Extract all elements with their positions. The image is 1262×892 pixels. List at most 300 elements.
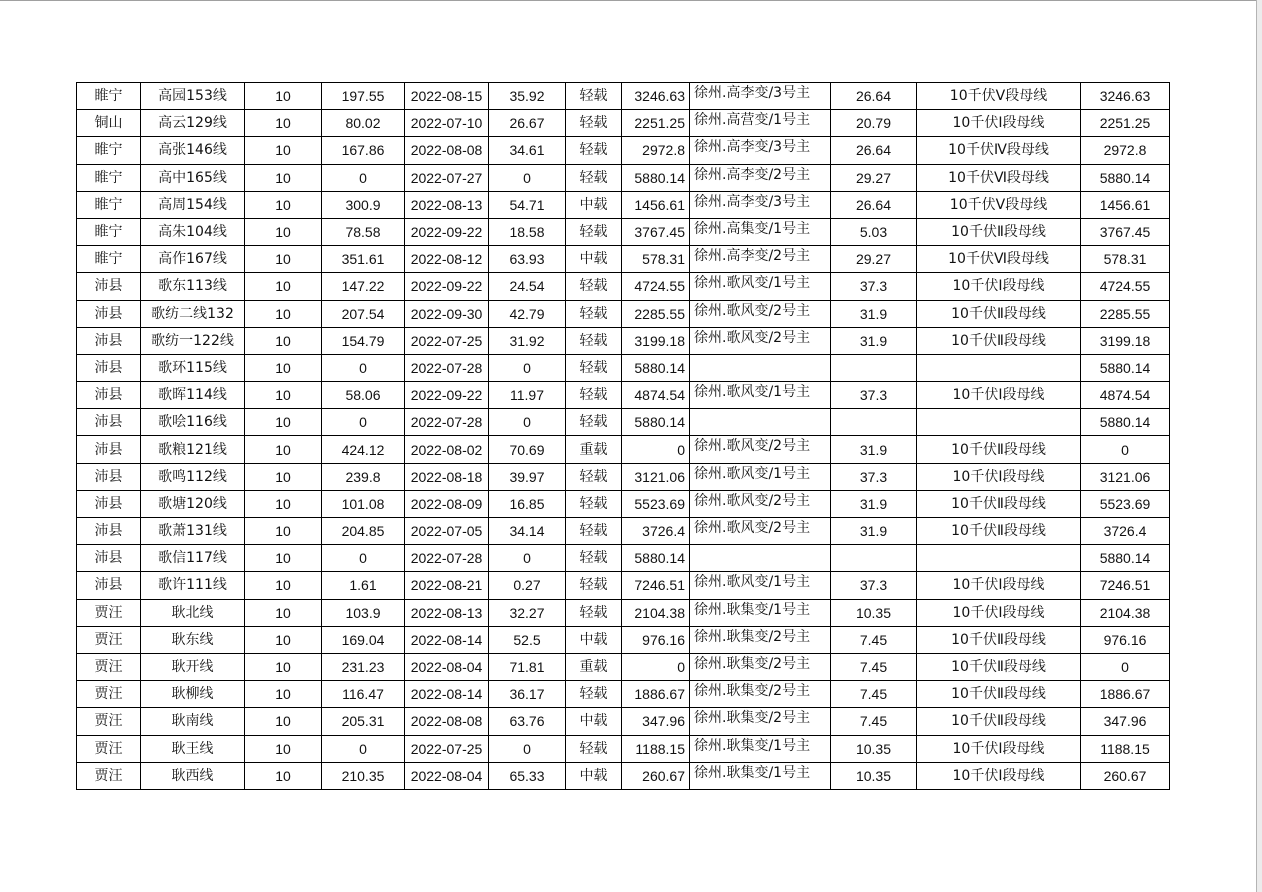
voltage-cell: 10 [245,653,322,680]
transformer-cell: 徐州.耿集变/1号主 [690,735,831,762]
line-name-cell: 歌哙116线 [141,409,245,436]
load-cell: 231.23 [322,653,405,680]
available-cell: 2972.8 [1081,137,1170,164]
voltage-cell: 10 [245,300,322,327]
table-row [77,191,1170,218]
table-row [77,137,1170,164]
area-cell: 贾汪 [77,708,141,735]
table-row [77,626,1170,653]
capacity-cell: 26.64 [831,137,917,164]
transformer-cell: 徐州.歌风变/2号主 [690,490,831,517]
transformer-cell: 徐州.歌风变/1号主 [690,572,831,599]
date-cell: 2022-07-28 [405,545,489,572]
margin-cell: 2251.25 [622,110,690,137]
busbar-cell: 10千伏Ⅱ段母线 [917,518,1081,545]
load-cell: 147.22 [322,273,405,300]
load-rate-cell: 0 [489,409,566,436]
load-cell: 239.8 [322,463,405,490]
line-name-cell: 耿西线 [141,762,245,789]
table-row [77,164,1170,191]
area-cell: 睢宁 [77,191,141,218]
voltage-cell: 10 [245,572,322,599]
transformer-cell [690,409,831,436]
transformer-cell: 徐州.歌风变/2号主 [690,436,831,463]
margin-cell: 5880.14 [622,164,690,191]
capacity-cell: 7.45 [831,626,917,653]
area-cell: 沛县 [77,354,141,381]
busbar-cell: 10千伏Ⅱ段母线 [917,218,1081,245]
voltage-cell: 10 [245,137,322,164]
page-right-edge [1256,0,1257,892]
transformer-cell: 徐州.耿集变/1号主 [690,762,831,789]
capacity-cell: 7.45 [831,653,917,680]
capacity-cell: 31.9 [831,518,917,545]
busbar-cell: 10千伏Ⅰ段母线 [917,273,1081,300]
capacity-cell: 10.35 [831,735,917,762]
margin-cell: 5880.14 [622,354,690,381]
transformer-cell: 徐州.高营变/1号主 [690,110,831,137]
line-name-cell: 歌鸣112线 [141,463,245,490]
load-cell: 103.9 [322,599,405,626]
available-cell: 0 [1081,436,1170,463]
load-rate-cell: 36.17 [489,681,566,708]
table-row [77,681,1170,708]
load-rate-cell: 0.27 [489,572,566,599]
status-cell: 中载 [566,762,622,789]
capacity-cell: 31.9 [831,327,917,354]
area-cell: 铜山 [77,110,141,137]
status-cell: 轻载 [566,164,622,191]
area-cell: 沛县 [77,545,141,572]
capacity-cell: 31.9 [831,436,917,463]
status-cell: 轻载 [566,463,622,490]
available-cell: 5880.14 [1081,409,1170,436]
status-cell: 轻载 [566,382,622,409]
busbar-cell: 10千伏Ⅰ段母线 [917,735,1081,762]
date-cell: 2022-09-22 [405,382,489,409]
status-cell: 中载 [566,708,622,735]
load-cell: 154.79 [322,327,405,354]
load-rate-cell: 16.85 [489,490,566,517]
line-name-cell: 歌纺二线132 [141,300,245,327]
date-cell: 2022-09-22 [405,273,489,300]
available-cell: 578.31 [1081,246,1170,273]
margin-cell: 578.31 [622,246,690,273]
line-name-cell: 高园153线 [141,83,245,110]
available-cell: 0 [1081,653,1170,680]
load-rate-cell: 32.27 [489,599,566,626]
voltage-cell: 10 [245,191,322,218]
busbar-cell: 10千伏Ⅰ段母线 [917,382,1081,409]
voltage-cell: 10 [245,164,322,191]
available-cell: 347.96 [1081,708,1170,735]
voltage-cell: 10 [245,708,322,735]
table-row [77,327,1170,354]
date-cell: 2022-07-10 [405,110,489,137]
table-row [77,708,1170,735]
load-rate-cell: 26.67 [489,110,566,137]
load-cell: 101.08 [322,490,405,517]
margin-cell: 3767.45 [622,218,690,245]
busbar-cell: 10千伏Ⅰ段母线 [917,110,1081,137]
area-cell: 睢宁 [77,137,141,164]
page-right-shadow [1257,0,1262,892]
busbar-cell: 10千伏Ⅱ段母线 [917,626,1081,653]
table-row [77,735,1170,762]
load-cell: 204.85 [322,518,405,545]
date-cell: 2022-07-05 [405,518,489,545]
margin-cell: 3121.06 [622,463,690,490]
capacity-cell [831,354,917,381]
load-cell: 80.02 [322,110,405,137]
status-cell: 中载 [566,191,622,218]
margin-cell: 7246.51 [622,572,690,599]
status-cell: 轻载 [566,83,622,110]
area-cell: 沛县 [77,463,141,490]
voltage-cell: 10 [245,382,322,409]
load-rate-cell: 34.14 [489,518,566,545]
area-cell: 沛县 [77,490,141,517]
load-rate-cell: 0 [489,735,566,762]
date-cell: 2022-08-02 [405,436,489,463]
capacity-cell: 29.27 [831,164,917,191]
line-name-cell: 歌萧131线 [141,518,245,545]
status-cell: 重载 [566,436,622,463]
voltage-cell: 10 [245,681,322,708]
load-cell: 205.31 [322,708,405,735]
margin-cell: 347.96 [622,708,690,735]
capacity-cell [831,545,917,572]
busbar-cell: 10千伏Ⅴ段母线 [917,191,1081,218]
transformer-cell: 徐州.高李变/3号主 [690,83,831,110]
table-row [77,83,1170,110]
transformer-cell: 徐州.耿集变/1号主 [690,599,831,626]
transformer-cell: 徐州.歌风变/1号主 [690,463,831,490]
area-cell: 沛县 [77,327,141,354]
date-cell: 2022-08-14 [405,626,489,653]
margin-cell: 1456.61 [622,191,690,218]
busbar-cell: 10千伏Ⅵ段母线 [917,246,1081,273]
load-cell: 197.55 [322,83,405,110]
voltage-cell: 10 [245,83,322,110]
transformer-cell: 徐州.耿集变/2号主 [690,681,831,708]
load-rate-cell: 18.58 [489,218,566,245]
line-name-cell: 耿王线 [141,735,245,762]
status-cell: 轻载 [566,681,622,708]
transformer-cell: 徐州.耿集变/2号主 [690,626,831,653]
voltage-cell: 10 [245,599,322,626]
date-cell: 2022-08-21 [405,572,489,599]
busbar-cell: 10千伏Ⅴ段母线 [917,83,1081,110]
available-cell: 3199.18 [1081,327,1170,354]
load-cell: 210.35 [322,762,405,789]
voltage-cell: 10 [245,409,322,436]
busbar-cell [917,409,1081,436]
available-cell: 2251.25 [1081,110,1170,137]
status-cell: 轻载 [566,545,622,572]
transformer-cell: 徐州.耿集变/2号主 [690,708,831,735]
load-cell: 0 [322,545,405,572]
line-name-cell: 高周154线 [141,191,245,218]
status-cell: 轻载 [566,273,622,300]
table-body [77,83,1170,790]
load-cell: 0 [322,354,405,381]
available-cell: 3246.63 [1081,83,1170,110]
margin-cell: 3199.18 [622,327,690,354]
load-rate-cell: 0 [489,354,566,381]
busbar-cell: 10千伏Ⅱ段母线 [917,327,1081,354]
date-cell: 2022-08-13 [405,599,489,626]
table-row [77,382,1170,409]
margin-cell: 1886.67 [622,681,690,708]
load-rate-cell: 39.97 [489,463,566,490]
table-row [77,273,1170,300]
line-name-cell: 歌晖114线 [141,382,245,409]
margin-cell: 2972.8 [622,137,690,164]
transformer-cell: 徐州.歌风变/1号主 [690,382,831,409]
load-rate-cell: 24.54 [489,273,566,300]
available-cell: 1456.61 [1081,191,1170,218]
line-name-cell: 耿柳线 [141,681,245,708]
date-cell: 2022-08-08 [405,708,489,735]
area-cell: 睢宁 [77,83,141,110]
transformer-cell [690,354,831,381]
capacity-cell: 37.3 [831,463,917,490]
available-cell: 5523.69 [1081,490,1170,517]
transformer-cell: 徐州.歌风变/2号主 [690,518,831,545]
line-name-cell: 耿北线 [141,599,245,626]
capacity-cell: 5.03 [831,218,917,245]
line-name-cell: 耿南线 [141,708,245,735]
capacity-cell: 26.64 [831,191,917,218]
margin-cell: 5880.14 [622,409,690,436]
load-cell: 351.61 [322,246,405,273]
area-cell: 沛县 [77,273,141,300]
area-cell: 贾汪 [77,653,141,680]
status-cell: 重载 [566,653,622,680]
voltage-cell: 10 [245,735,322,762]
line-name-cell: 耿东线 [141,626,245,653]
margin-cell: 0 [622,653,690,680]
date-cell: 2022-08-13 [405,191,489,218]
table-row [77,436,1170,463]
load-cell: 169.04 [322,626,405,653]
busbar-cell: 10千伏Ⅱ段母线 [917,708,1081,735]
load-cell: 424.12 [322,436,405,463]
load-rate-cell: 42.79 [489,300,566,327]
status-cell: 中载 [566,626,622,653]
line-name-cell: 歌许111线 [141,572,245,599]
load-cell: 0 [322,735,405,762]
margin-cell: 260.67 [622,762,690,789]
date-cell: 2022-09-30 [405,300,489,327]
margin-cell: 4724.55 [622,273,690,300]
table-row [77,653,1170,680]
date-cell: 2022-08-18 [405,463,489,490]
table-row [77,572,1170,599]
line-name-cell: 歌环115线 [141,354,245,381]
load-rate-cell: 34.61 [489,137,566,164]
date-cell: 2022-09-22 [405,218,489,245]
transformer-cell: 徐州.歌风变/2号主 [690,300,831,327]
voltage-cell: 10 [245,246,322,273]
area-cell: 沛县 [77,382,141,409]
status-cell: 轻载 [566,137,622,164]
voltage-cell: 10 [245,762,322,789]
available-cell: 4874.54 [1081,382,1170,409]
transformer-cell: 徐州.歌风变/1号主 [690,273,831,300]
margin-cell: 1188.15 [622,735,690,762]
capacity-cell: 20.79 [831,110,917,137]
line-name-cell: 歌信117线 [141,545,245,572]
voltage-cell: 10 [245,354,322,381]
capacity-cell [831,409,917,436]
load-rate-cell: 52.5 [489,626,566,653]
area-cell: 贾汪 [77,735,141,762]
load-rate-cell: 54.71 [489,191,566,218]
table-row [77,545,1170,572]
date-cell: 2022-08-12 [405,246,489,273]
margin-cell: 2104.38 [622,599,690,626]
table-row [77,518,1170,545]
area-cell: 沛县 [77,300,141,327]
status-cell: 轻载 [566,354,622,381]
status-cell: 轻载 [566,110,622,137]
busbar-cell: 10千伏Ⅰ段母线 [917,599,1081,626]
status-cell: 轻载 [566,409,622,436]
margin-cell: 5880.14 [622,545,690,572]
capacity-cell: 37.3 [831,382,917,409]
load-cell: 0 [322,164,405,191]
date-cell: 2022-08-04 [405,653,489,680]
load-cell: 207.54 [322,300,405,327]
area-cell: 沛县 [77,518,141,545]
status-cell: 轻载 [566,327,622,354]
margin-cell: 2285.55 [622,300,690,327]
area-cell: 睢宁 [77,164,141,191]
busbar-cell: 10千伏Ⅱ段母线 [917,490,1081,517]
transformer-cell: 徐州.高李变/2号主 [690,164,831,191]
transformer-cell: 徐州.高李变/3号主 [690,137,831,164]
line-name-cell: 歌粮121线 [141,436,245,463]
area-cell: 睢宁 [77,218,141,245]
transformer-cell: 徐州.歌风变/2号主 [690,327,831,354]
available-cell: 2104.38 [1081,599,1170,626]
load-rate-cell: 0 [489,164,566,191]
area-cell: 贾汪 [77,599,141,626]
voltage-cell: 10 [245,110,322,137]
table-row [77,110,1170,137]
load-cell: 167.86 [322,137,405,164]
load-rate-cell: 11.97 [489,382,566,409]
date-cell: 2022-08-08 [405,137,489,164]
line-name-cell: 高中165线 [141,164,245,191]
capacity-cell: 7.45 [831,681,917,708]
capacity-cell: 10.35 [831,762,917,789]
available-cell: 5880.14 [1081,545,1170,572]
margin-cell: 3246.63 [622,83,690,110]
available-cell: 1886.67 [1081,681,1170,708]
status-cell: 轻载 [566,599,622,626]
voltage-cell: 10 [245,626,322,653]
status-cell: 轻载 [566,735,622,762]
available-cell: 7246.51 [1081,572,1170,599]
busbar-cell: 10千伏Ⅰ段母线 [917,572,1081,599]
load-rate-cell: 63.93 [489,246,566,273]
area-cell: 贾汪 [77,762,141,789]
line-name-cell: 歌纺一122线 [141,327,245,354]
available-cell: 260.67 [1081,762,1170,789]
capacity-cell: 29.27 [831,246,917,273]
date-cell: 2022-08-15 [405,83,489,110]
area-cell: 贾汪 [77,681,141,708]
available-cell: 1188.15 [1081,735,1170,762]
date-cell: 2022-07-25 [405,735,489,762]
available-cell: 3726.4 [1081,518,1170,545]
margin-cell: 5523.69 [622,490,690,517]
status-cell: 轻载 [566,518,622,545]
date-cell: 2022-07-28 [405,354,489,381]
voltage-cell: 10 [245,273,322,300]
area-cell: 沛县 [77,436,141,463]
status-cell: 轻载 [566,218,622,245]
table-row [77,300,1170,327]
table-row [77,490,1170,517]
voltage-cell: 10 [245,518,322,545]
busbar-cell [917,545,1081,572]
available-cell: 3767.45 [1081,218,1170,245]
table-row [77,463,1170,490]
voltage-cell: 10 [245,218,322,245]
date-cell: 2022-07-25 [405,327,489,354]
status-cell: 轻载 [566,572,622,599]
area-cell: 睢宁 [77,246,141,273]
load-cell: 116.47 [322,681,405,708]
status-cell: 中载 [566,246,622,273]
load-cell: 1.61 [322,572,405,599]
area-cell: 贾汪 [77,626,141,653]
transformer-cell: 徐州.高李变/2号主 [690,246,831,273]
voltage-cell: 10 [245,545,322,572]
load-rate-cell: 63.76 [489,708,566,735]
busbar-cell: 10千伏Ⅱ段母线 [917,300,1081,327]
available-cell: 5880.14 [1081,164,1170,191]
area-cell: 沛县 [77,409,141,436]
voltage-cell: 10 [245,436,322,463]
line-name-cell: 高张146线 [141,137,245,164]
capacity-cell: 31.9 [831,490,917,517]
capacity-cell: 7.45 [831,708,917,735]
line-name-cell: 高作167线 [141,246,245,273]
load-rate-cell: 31.92 [489,327,566,354]
margin-cell: 3726.4 [622,518,690,545]
load-cell: 78.58 [322,218,405,245]
available-cell: 2285.55 [1081,300,1170,327]
area-cell: 沛县 [77,572,141,599]
date-cell: 2022-07-28 [405,409,489,436]
capacity-cell: 31.9 [831,300,917,327]
load-rate-cell: 35.92 [489,83,566,110]
busbar-cell: 10千伏Ⅰ段母线 [917,463,1081,490]
status-cell: 轻载 [566,300,622,327]
voltage-cell: 10 [245,490,322,517]
load-rate-cell: 71.81 [489,653,566,680]
date-cell: 2022-08-09 [405,490,489,517]
load-cell: 0 [322,409,405,436]
capacity-cell: 10.35 [831,599,917,626]
date-cell: 2022-08-14 [405,681,489,708]
transformer-cell: 徐州.高集变/1号主 [690,218,831,245]
